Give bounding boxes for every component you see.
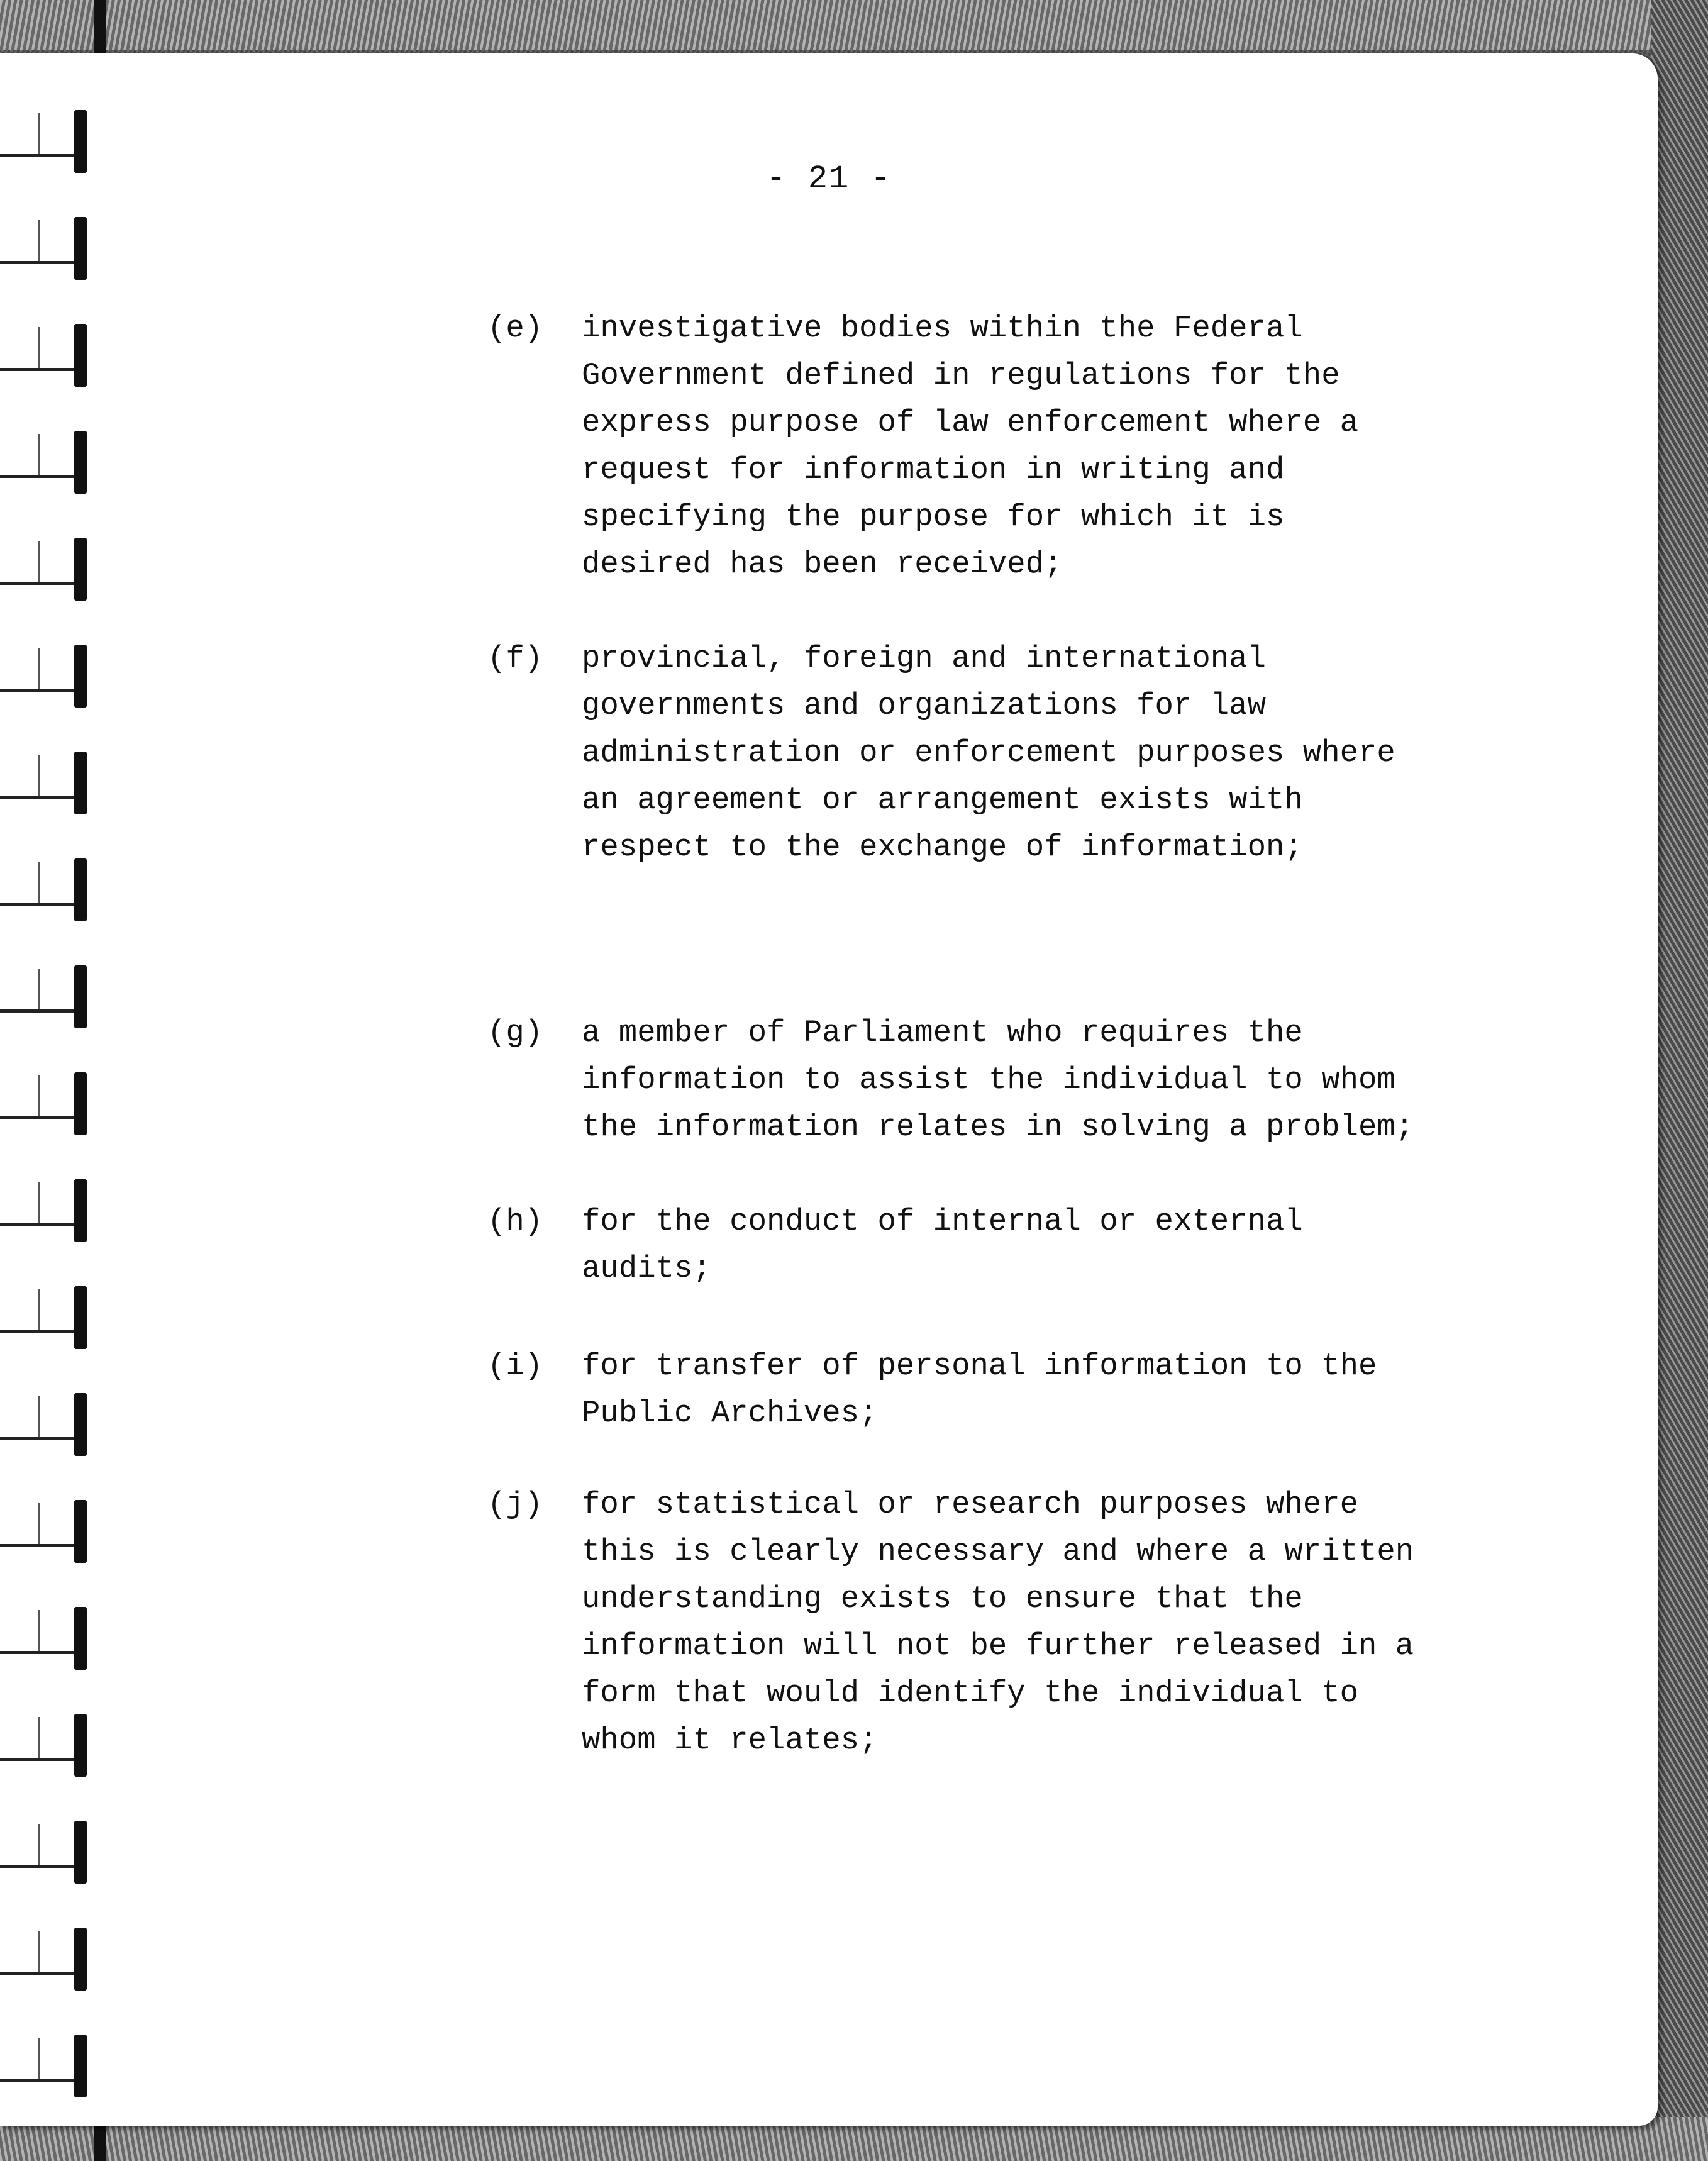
binding-coil	[0, 752, 94, 821]
binding-coil	[0, 1072, 94, 1142]
clause-i	[487, 1343, 1468, 1437]
clause-text: for the conduct of internal or external audits;	[582, 1204, 1303, 1286]
binding-coil	[0, 538, 94, 607]
clause-j	[487, 1481, 1468, 1764]
binding-coil	[0, 1928, 94, 1997]
document-page	[0, 53, 1658, 2126]
binding-coil	[0, 1500, 94, 1569]
binding-coil	[0, 1179, 94, 1248]
binding-coil	[0, 645, 94, 714]
binding-coil	[0, 2035, 94, 2104]
binding-coil	[0, 431, 94, 500]
binding-coil	[0, 217, 94, 286]
clause-text: for statistical or research purposes where this is clearly necessary and where a written understanding exists to ensure that the information will not be further released in a form that would identify the individual to whom it relates;	[582, 1487, 1414, 1758]
page-number: - 21 -	[766, 160, 892, 197]
binding-coil	[0, 1393, 94, 1462]
clause-text: for transfer of personal information to the Public Archives;	[582, 1348, 1377, 1431]
clause-marker: (e)	[487, 311, 543, 346]
clause-f	[487, 635, 1468, 871]
scan-right-edge	[1651, 0, 1708, 2161]
binding-coil	[0, 965, 94, 1035]
binding-coil	[0, 1714, 94, 1783]
clause-marker: (j)	[487, 1487, 543, 1522]
binding-coil	[0, 1607, 94, 1676]
clause-marker: (g)	[487, 1015, 543, 1050]
binding-coil	[0, 1286, 94, 1355]
clause-marker: (i)	[487, 1348, 543, 1384]
binding-coil	[0, 858, 94, 928]
binding-coil	[0, 110, 94, 179]
clause-text: investigative bodies within the Federal Government defined in regulations for the express purpose of law enforcement where a request for information in writing and specifying the purpose for which it is desired has been received;	[582, 311, 1359, 582]
clause-text: provincial, foreign and international governments and organizations for law administration or enforcement purposes where an agreement or arrangement exists with respect to the exchange of information;	[582, 641, 1395, 865]
clause-g	[487, 1009, 1468, 1151]
binding-coil	[0, 1821, 94, 1890]
clause-text: a member of Parliament who requires the information to assist the individual to whom the information relates in solving a problem;	[582, 1015, 1414, 1145]
binding-coil	[0, 324, 94, 393]
scan-top-edge	[0, 0, 1708, 50]
spiral-binding	[0, 53, 113, 2126]
clause-marker: (f)	[487, 641, 543, 676]
clause-marker: (h)	[487, 1204, 543, 1239]
clause-e	[487, 305, 1468, 588]
clause-h	[487, 1198, 1468, 1292]
